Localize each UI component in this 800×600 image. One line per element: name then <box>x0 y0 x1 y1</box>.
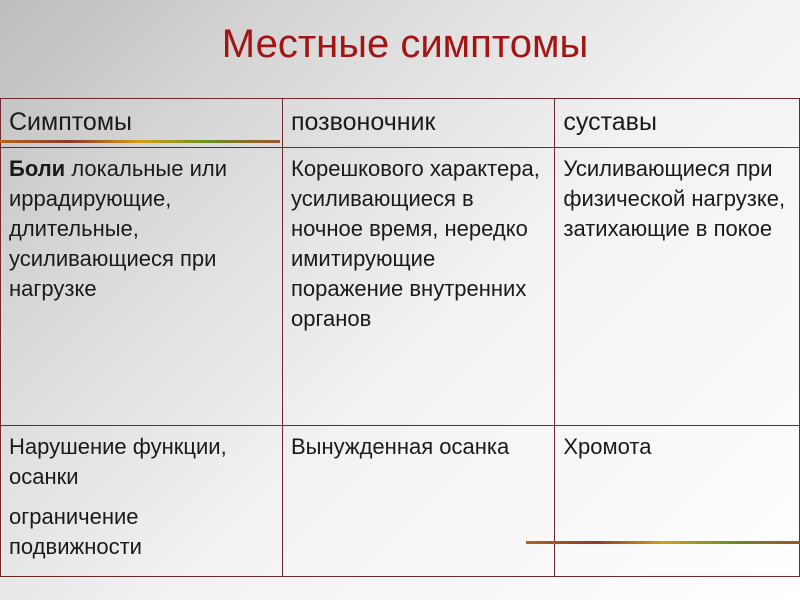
cell-pain-joints: Усиливающиеся при физической нагрузке, затихающие в покое <box>555 148 800 426</box>
table-row <box>1 426 800 577</box>
cell-pain-spine: Корешкового характера, усиливающиеся в ночное время, нередко имитирующие поражение внутренних органов <box>283 148 555 426</box>
function-impairment-text: Нарушение функции, осанки <box>9 434 227 489</box>
cell-function-joints: Хромота <box>555 426 800 577</box>
slide-title: Местные симптомы <box>221 22 589 66</box>
symptoms-table-container <box>0 98 800 576</box>
table-row <box>1 148 800 426</box>
header-spine: позвоночник <box>283 99 555 148</box>
cell-pain-symptom <box>1 148 283 426</box>
pain-description: локальные или иррадирующие, длительные, усиливающиеся при нагрузке <box>9 156 228 301</box>
header-symptoms: Симптомы <box>1 99 283 148</box>
mobility-limitation-text: ограничение подвижности <box>9 504 142 559</box>
decorative-accent-line <box>0 140 280 143</box>
header-joints: суставы <box>555 99 800 148</box>
pain-label: Боли <box>9 156 66 181</box>
symptoms-table <box>0 98 800 577</box>
cell-function-symptom <box>1 426 283 577</box>
decorative-accent-line <box>526 541 800 544</box>
cell-function-spine: Вынужденная осанка <box>283 426 555 577</box>
